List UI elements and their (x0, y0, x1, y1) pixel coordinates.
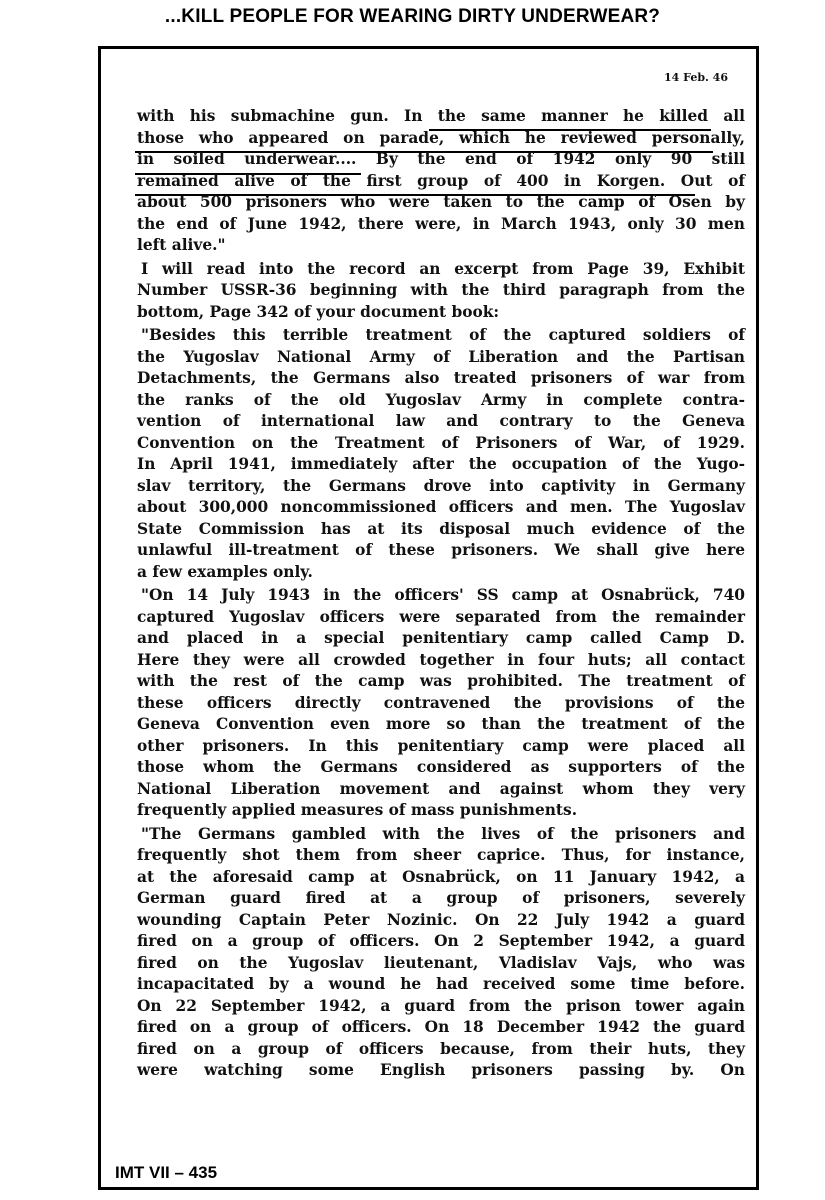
text-line: the end of June 1942, there were, in March 1943, only 30 men (137, 214, 745, 233)
text-line: these officers directly contravened the provisions of the (137, 693, 745, 712)
text-line: Geneva Convention even more so than the treatment of the (137, 715, 745, 733)
text-line: On 22 September 1942, a guard from the prison tower again (137, 996, 745, 1015)
text-line: National Liberation movement and against whom they very (137, 779, 745, 798)
text-line: with his submachine gun. In the same manner he killed all (137, 107, 745, 125)
text-line: incapacitated by a wound he had received some time before. (137, 975, 745, 993)
text-line: wounding Captain Peter Nozinic. On 22 July 1942 a guard (137, 910, 745, 929)
text-line: the ranks of the old Yugoslav Army in complete contra- (137, 390, 745, 409)
text-line: the Yugoslav National Army of Liberation and the Partisan (137, 347, 745, 366)
text-line: about 300,000 noncommissioned officers and men. The Yugoslav (137, 498, 745, 516)
text-line: unlawful ill-treatment of these prisoners. We shall give here (137, 541, 745, 559)
headline: ...KILL PEOPLE FOR WEARING DIRTY UNDERWEAR? (164, 6, 661, 27)
text-line: "On 14 July 1943 in the officers' SS camp at Osnabrück, 740 (141, 586, 745, 604)
text-line: slav territory, the Germans drove into captivity in Germany (137, 476, 745, 495)
text-line: at the aforesaid camp at Osnabrück, on 11 January 1942, a (137, 867, 745, 886)
text-line: State Commission has at its disposal much evidence of the (137, 519, 745, 538)
text-line: in soiled underwear.... By the end of 1942 only 90 still (137, 150, 745, 168)
text-line: "Besides this terrible treatment of the captured soldiers of (141, 326, 745, 344)
text-line: a few examples only. (137, 562, 313, 581)
text-line: were watching some English prisoners passing by. On (137, 1061, 745, 1079)
text-line: vention of international law and contrary to the Geneva (137, 412, 745, 430)
document-page (98, 46, 759, 1190)
text-line: fired on a group of officers because, from their huts, they (137, 1039, 745, 1058)
text-line: remained alive of the first group of 400 in Korgen. Out of (137, 171, 745, 190)
text-line: with the rest of the camp was prohibited. The treatment of (137, 672, 745, 690)
text-line: Convention on the Treatment of Prisoners of War, of 1929. (137, 433, 745, 452)
text-line: Detachments, the Germans also treated prisoners of war from (137, 369, 745, 387)
text-line: those who appeared on parade, which he reviewed personally, (137, 128, 745, 147)
text-line: Here they were all crowded together in four huts; all contact (137, 650, 745, 669)
text-line: fired on a group of officers. On 2 September 1942, a guard (137, 932, 745, 950)
text-line: captured Yugoslav officers were separated from the remainder (137, 607, 745, 626)
text-line: fired on the Yugoslav lieutenant, Vladislav Vajs, who was (137, 953, 745, 972)
text-line: other prisoners. In this penitentiary camp were placed all (137, 736, 745, 755)
text-line: I will read into the record an excerpt from Page 39, Exhibit (141, 259, 745, 278)
text-line: frequently applied measures of mass punishments. (137, 801, 578, 819)
text-line: "The Germans gambled with the lives of the prisoners and (141, 824, 745, 843)
text-line: bottom, Page 342 of your document book: (137, 302, 500, 321)
text-line: frequently shot them from sheer caprice. Thus, for instance, (137, 846, 745, 864)
text-line: and placed in a special penitentiary camp called Camp D. (137, 629, 745, 647)
document-body (137, 106, 745, 1082)
text-line: Number USSR-36 beginning with the third paragraph from the (137, 281, 745, 299)
page-date: 14 Feb. 46 (663, 71, 728, 84)
text-line: German guard fired at a group of prisoners, severely (137, 889, 745, 907)
text-line: fired on a group of officers. On 18 December 1942 the guard (137, 1018, 745, 1036)
text-line: those whom the Germans considered as supporters of the (137, 758, 745, 776)
text-line: about 500 prisoners who were taken to the camp of Osen by (137, 193, 745, 211)
text-line: left alive." (137, 236, 226, 254)
text-line: In April 1941, immediately after the occupation of the Yugo- (137, 455, 745, 473)
page-footer: IMT VII – 435 (115, 1163, 218, 1182)
